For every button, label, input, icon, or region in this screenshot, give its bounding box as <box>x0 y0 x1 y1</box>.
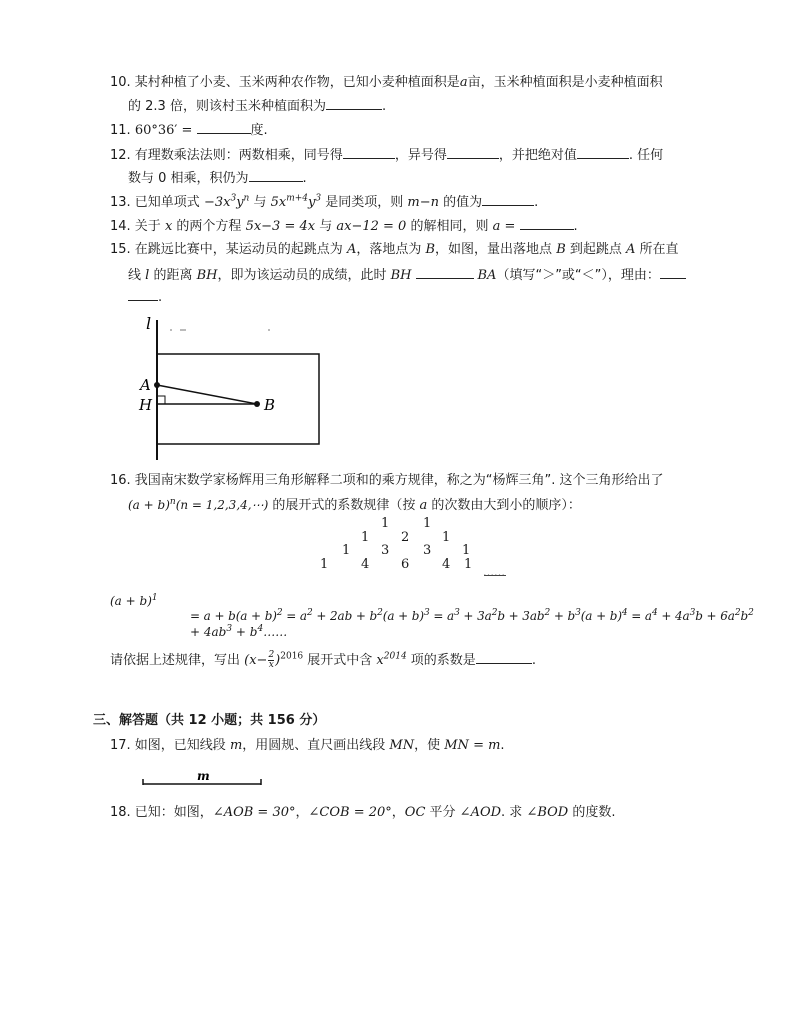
right-angle-mark <box>157 396 165 404</box>
q15-text: 所在直 <box>635 242 679 257</box>
q18-expr: ∠AOD <box>459 805 502 820</box>
period: . <box>158 290 163 305</box>
triangle-entry: 1 <box>381 516 390 531</box>
triangle-entry: 1 <box>442 530 451 545</box>
answer-blank[interactable] <box>476 651 532 664</box>
q17-text: ，用圆规、直尺画出线段 <box>242 738 390 753</box>
question-15-cont-2 <box>128 288 162 307</box>
q12-text-4: . 任何 <box>628 148 664 163</box>
q13-text-3: 是同类项，则 <box>321 195 408 210</box>
triangle-entry: 4 <box>361 557 370 572</box>
q13-text: 13. 已知单项式 <box>110 195 204 210</box>
period: . <box>573 219 578 234</box>
triangle-entry: 1 <box>464 557 473 572</box>
triangle-entry: 4 <box>442 557 451 572</box>
q16-var: a <box>419 498 428 513</box>
q18-var: OC <box>404 805 426 820</box>
label-b: B <box>264 396 276 414</box>
q15-text: ，落地点为 <box>356 242 426 257</box>
period: . <box>534 195 539 210</box>
q17-var: MN <box>389 738 415 753</box>
triangle-entry: 6 <box>401 557 410 572</box>
q16-fraction <box>268 651 274 670</box>
q16-base: (x− <box>244 653 268 668</box>
q14-eq-2: ax−12 = 0 <box>336 219 407 234</box>
triangle-entry: 1 <box>462 543 471 558</box>
q11-unit: 度. <box>250 123 268 138</box>
section-3-heading: 三、解答题（共 12 小题；共 156 分） <box>93 713 326 728</box>
q16-ask-text-2: 展开式中含 <box>303 653 377 668</box>
q10-text: 10. 某村种植了小麦、玉米两种农作物，已知小麦种植面积是 <box>110 75 460 90</box>
q18-text: ， <box>295 805 309 820</box>
q16-xterm: $x^{2014}$ <box>376 651 407 668</box>
question-11 <box>110 121 268 140</box>
q16-binomial: $(a + b)^n(n$ = 1,2,3,4,⋯) <box>128 497 269 512</box>
segment-ab <box>157 385 257 404</box>
point-b <box>254 401 260 407</box>
q15-var: B <box>425 242 436 257</box>
q15-var: B <box>556 242 566 257</box>
answer-blank[interactable] <box>326 97 382 110</box>
q18-text: ， <box>391 805 405 820</box>
q16-ask <box>110 651 536 670</box>
label-a: A <box>140 376 151 394</box>
label-h: H <box>139 396 153 414</box>
q16-first-power: $(a + b)^1$ <box>110 593 158 608</box>
sand-pit <box>157 354 319 444</box>
period: . <box>500 738 505 753</box>
question-16-cont <box>128 496 581 515</box>
question-10-cont <box>128 97 386 116</box>
q12-text: 12. 有理数乘法法则：两数相乘，同号得 <box>110 148 343 163</box>
q17-text: ，使 <box>414 738 445 753</box>
q18-expr: ∠BOD <box>526 805 569 820</box>
q10-var: a <box>459 75 468 90</box>
q15-var: BH <box>390 268 412 283</box>
question-10 <box>110 74 663 92</box>
q16-text-2: 的展开式的系数规律（按 <box>268 498 420 513</box>
triangle-entry: 1 <box>320 557 329 572</box>
q12-text-3: ，并把绝对值 <box>498 148 577 163</box>
period: . <box>381 99 387 114</box>
q17-text: 17. 如图，已知线段 <box>110 738 230 753</box>
question-17 <box>110 737 505 755</box>
q10-text-2: 亩，玉米种植面积是小麦种植面积 <box>467 75 663 90</box>
q15-text: 到起跳点 <box>565 242 627 257</box>
answer-blank[interactable] <box>343 146 395 159</box>
triangle-entry: 1 <box>342 543 351 558</box>
question-12-cont <box>128 169 307 188</box>
label-l: l <box>146 314 152 333</box>
answer-blank[interactable] <box>577 146 629 159</box>
triangle-entry: 2 <box>401 530 410 545</box>
triangle-entry: 1 <box>423 516 432 531</box>
q13-term-1: $-3x^3y^n$ <box>203 193 250 210</box>
q15-var: BH <box>196 268 218 283</box>
question-18 <box>110 804 616 822</box>
answer-blank[interactable] <box>128 288 158 301</box>
triangle-underline <box>484 575 506 576</box>
q18-text: . 求 <box>501 805 527 820</box>
answer-blank[interactable] <box>520 217 574 230</box>
q13-term-2: $5x^{m+4}y^3$ <box>270 193 322 210</box>
q15-text: 的距离 <box>149 268 197 283</box>
q15-var: A <box>346 242 357 257</box>
q18-text: 的度数. <box>568 805 616 820</box>
fraction-denominator: x <box>268 660 274 670</box>
q16-expansion-1: = $a + b(a + b)^2 = a^2 + 2ab + b^2(a + b)^3 = a^3 + 3a^2b + 3ab^2 + b^3(a + b)^4 = a^4 + 4a^3b + 6a^2b^2$ <box>190 608 754 623</box>
question-14 <box>110 217 578 236</box>
q14-var-a: a = <box>492 219 520 234</box>
long-jump-figure <box>130 312 330 462</box>
answer-blank[interactable] <box>416 266 474 279</box>
q16-close: ) <box>275 653 281 668</box>
q15-text: （填写“＞”或“＜”），理由： <box>496 268 660 283</box>
answer-blank[interactable] <box>447 146 499 159</box>
q16-ask-text: 请依据上述规律，写出 <box>110 653 245 668</box>
q14-text: 14. 关于 <box>110 219 165 234</box>
q11-num: 11. <box>110 123 135 138</box>
triangle-entry: 3 <box>423 543 432 558</box>
question-13 <box>110 193 538 212</box>
answer-blank[interactable] <box>482 193 534 206</box>
question-15-cont <box>128 266 686 285</box>
fraction-numerator: 2 <box>268 650 275 660</box>
question-12 <box>110 146 663 165</box>
q16-text-3: 的次数由大到小的顺序）： <box>427 498 581 513</box>
q13-var: m−n <box>407 195 439 210</box>
q15-var: l <box>145 268 150 283</box>
segment-m-figure <box>140 768 266 792</box>
point-a <box>154 382 160 388</box>
q16-text: 16. 我国南宋数学家杨辉用三角形解释二项和的乘方规律，称之为“杨辉三角”. 这个三角形给出了 <box>110 473 664 488</box>
question-15 <box>110 241 679 259</box>
q15-var: A <box>626 242 636 257</box>
triangle-ellipsis: …… <box>483 566 505 579</box>
q14-text-4: 的解相同，则 <box>406 219 493 234</box>
triangle-entry: 3 <box>381 543 390 558</box>
period: . <box>302 171 307 186</box>
q18-text: 平分 <box>425 805 460 820</box>
q10-text-3: 的 2.3 倍，则该村玉米种植面积为 <box>128 99 326 114</box>
q14-var: x <box>164 219 173 234</box>
answer-blank[interactable] <box>197 121 251 134</box>
triangle-entry: 1 <box>361 530 370 545</box>
q15-text: 15. 在跳远比赛中，某运动员的起跳点为 <box>110 242 347 257</box>
q11-expr: 60°36′ = <box>134 123 197 138</box>
segment-label-m: m <box>197 769 210 783</box>
q18-text: 18. 已知：如图， <box>110 805 213 820</box>
q17-eq: MN = m <box>444 738 501 753</box>
q16-ask-text-3: 项的系数是 <box>406 653 476 668</box>
q15-var: BA <box>477 268 497 283</box>
period: . <box>531 653 536 668</box>
q15-text: ，如图，量出落地点 <box>435 242 557 257</box>
q17-var: m <box>229 738 243 753</box>
q14-text-2: 的两个方程 <box>172 219 246 234</box>
answer-blank[interactable] <box>660 266 686 279</box>
q12-text-2: ，异号得 <box>394 148 447 163</box>
q13-text-2: 与 <box>249 195 271 210</box>
q16-power: 2016 <box>280 651 304 662</box>
question-16 <box>110 472 664 490</box>
q15-text: ，即为该运动员的成绩，此时 <box>217 268 391 283</box>
q18-expr: ∠AOB = 30° <box>212 805 296 820</box>
answer-blank[interactable] <box>249 169 303 182</box>
q18-expr: ∠COB = 20° <box>308 805 392 820</box>
q12-text-5: 数与 0 相乘，积仍为 <box>128 171 249 186</box>
q16-expansion-2: + $4ab^3$ + $b^4\dots\dots$ <box>190 624 288 639</box>
q13-text-4: 的值为 <box>438 195 483 210</box>
q15-text: 线 <box>128 268 146 283</box>
q14-text-3: 与 <box>315 219 337 234</box>
q14-eq-1: 5x−3 = 4x <box>245 219 316 234</box>
